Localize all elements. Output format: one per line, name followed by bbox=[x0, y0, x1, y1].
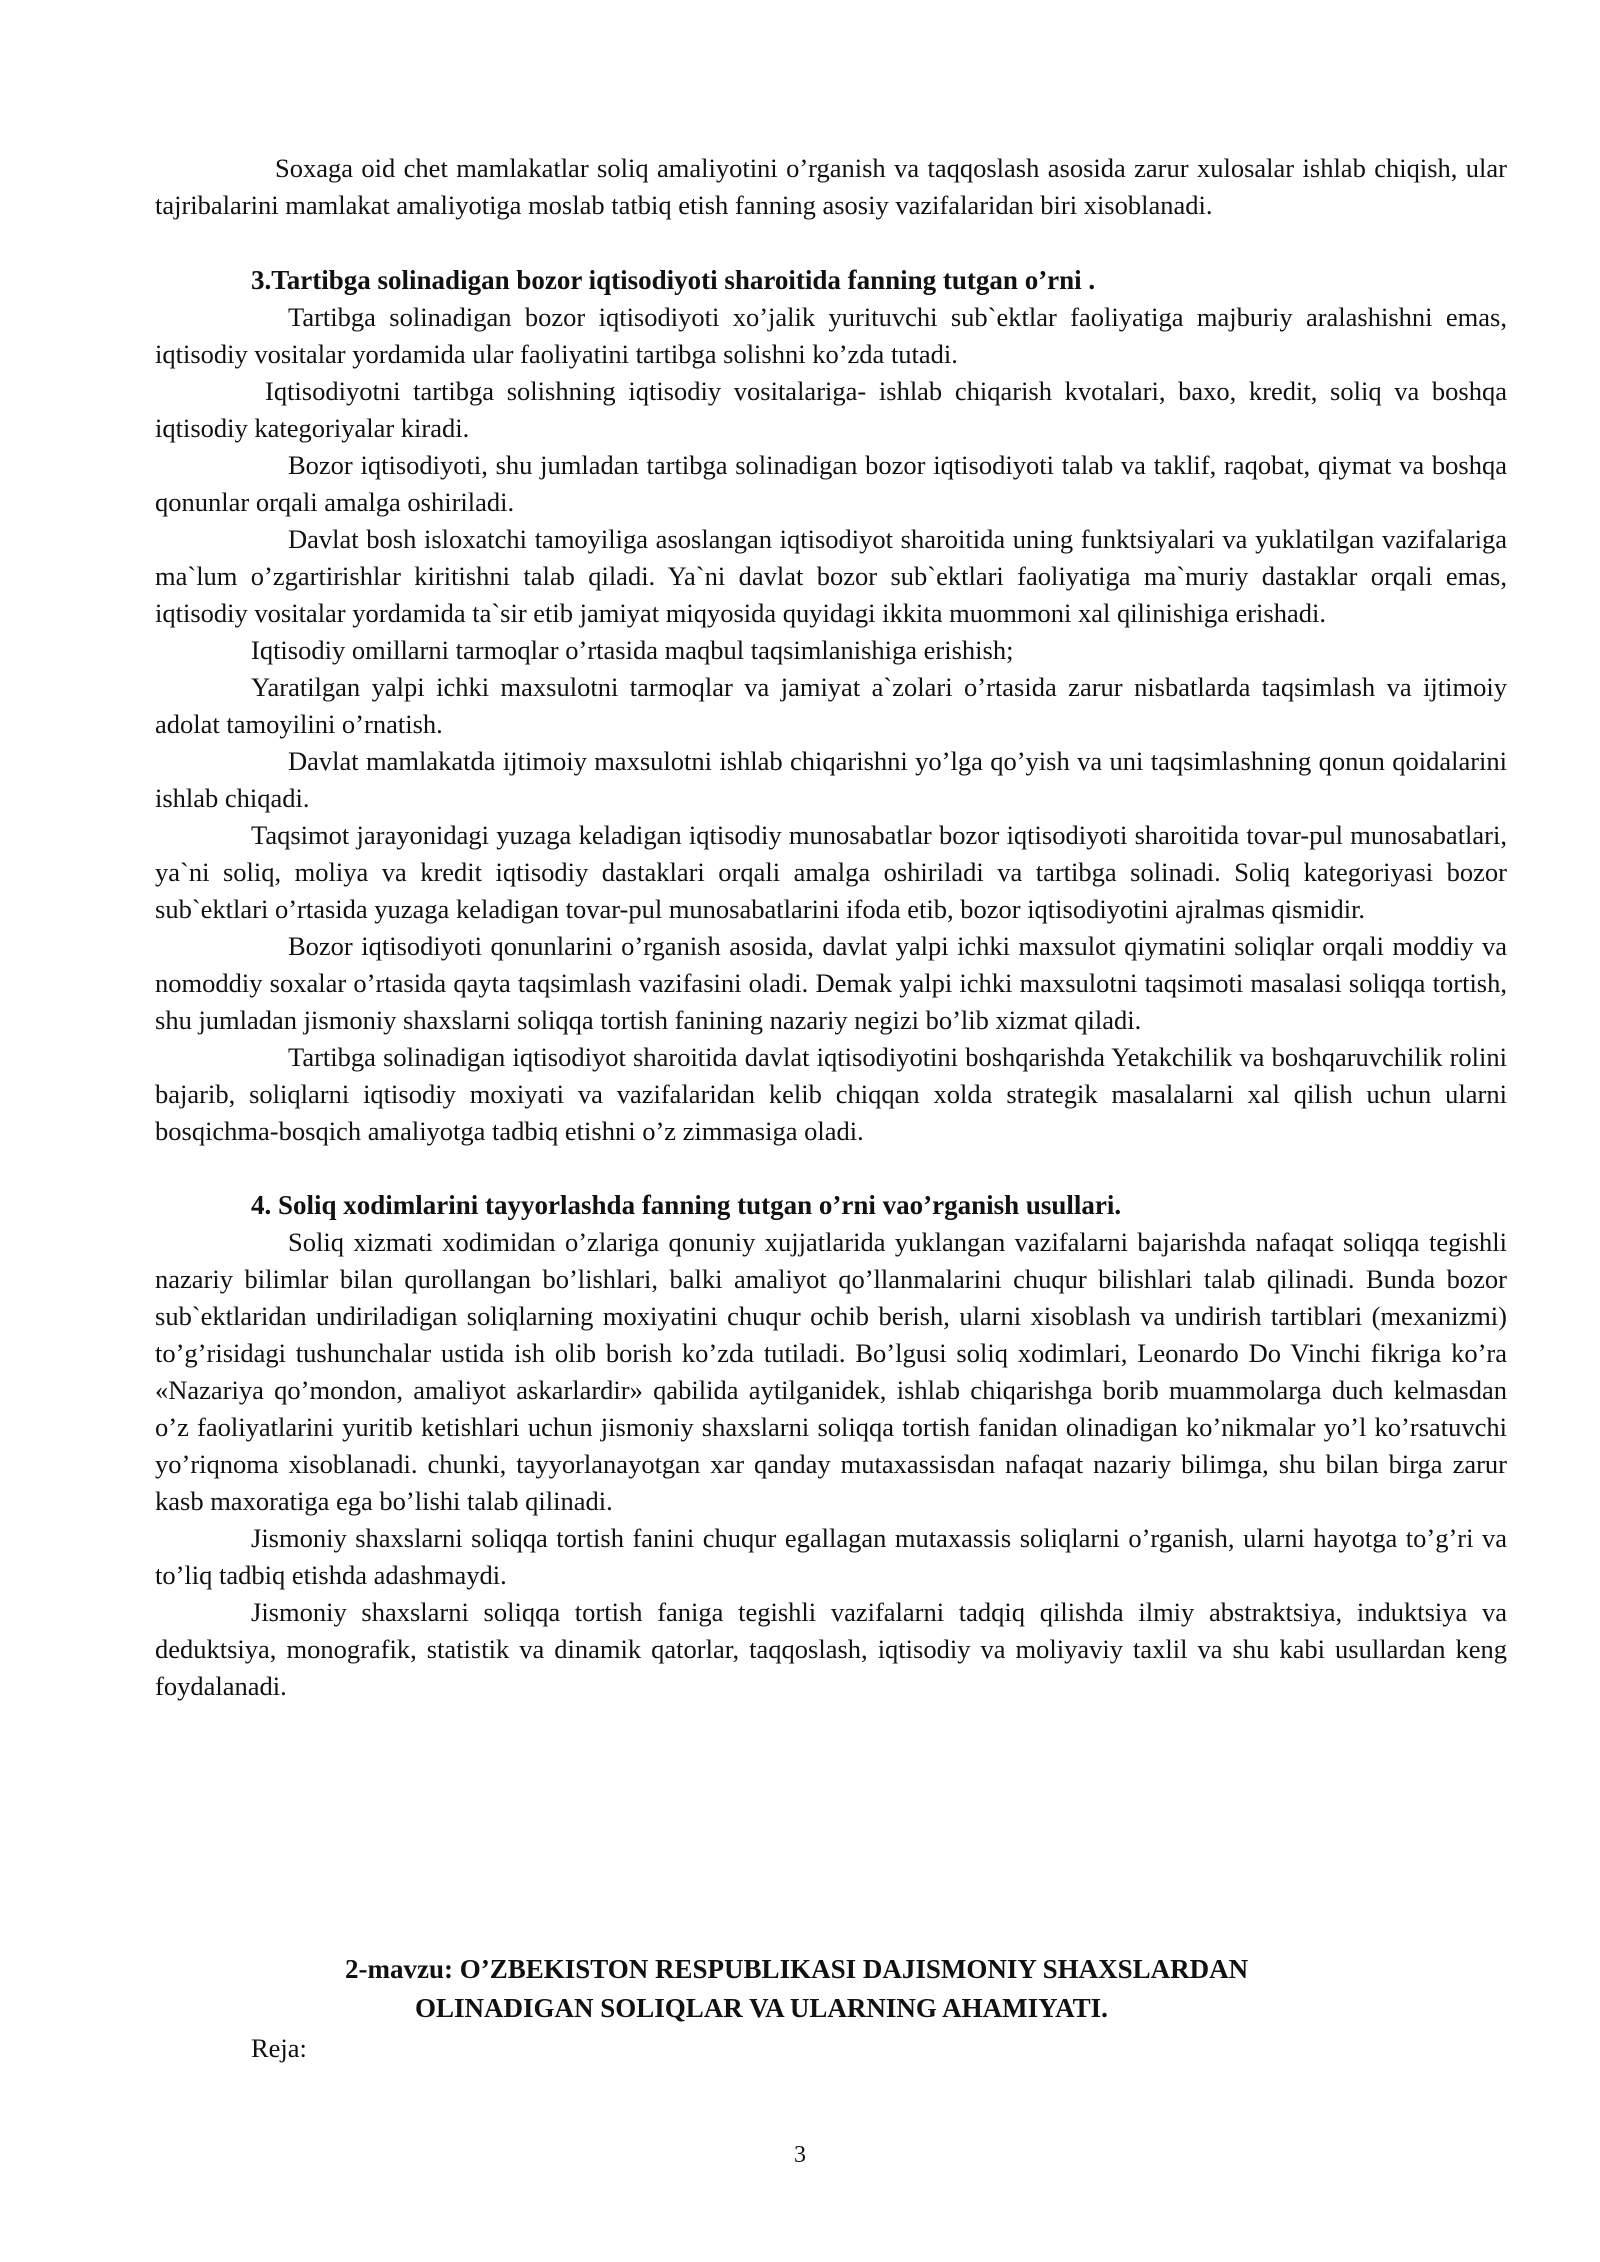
paragraph: Bozor iqtisodiyoti qonunlarini o’rganish asosida, davlat yalpi ichki maxsulot qiymatini soliqlar orqali moddiy va nomoddiy soxalar o’rtasida qayta taqsimlash vazifasini oladi. Demak yalpi ichki maxsulotni taqsimoti masalasi soliqqa tortish, shu jumladan jismoniy shaxslarni soliqqa tortish fanining nazariy negizi bo’lib xizmat qiladi. bbox=[155, 931, 1507, 1035]
plan-label: Reja: bbox=[251, 2033, 307, 2063]
paragraph: Tartibga solinadigan iqtisodiyot sharoitida davlat iqtisodiyotini boshqarishda Yetakchilik va boshqaruvchilik rolini bajarib, soliqlarni iqtisodiy moxiyati va vazifalaridan kelib chiqqan xolda strategik masalalarni xal qilish uchun ularni bosqichma-bosqich amaliyotga tadbiq etishni o’z zimmasiga oladi. bbox=[155, 1042, 1507, 1146]
paragraph: Tartibga solinadigan bozor iqtisodiyoti xo’jalik yurituvchi sub`ektlar faoliyatiga majburiy aralashishni emas, iqtisodiy vositalar yordamida ular faoliyatini tartibga solishni ko’zda tutadi. bbox=[155, 302, 1507, 369]
paragraph: Jismoniy shaxslarni soliqqa tortish faniga tegishli vazifalarni tadqiq qilishda ilmiy abstraktsiya, induktsiya va deduktsiya, monografik, statistik va dinamik qatorlar, taqqoslash, iqtisodiy va moliyaviy taxlil va shu kabi usullardan keng foydalanadi. bbox=[155, 1597, 1507, 1701]
paragraph: Jismoniy shaxslarni soliqqa tortish fanini chuqur egallagan mutaxassis soliqlarni o’rganish, ularni hayotga to’g’ri va to’liq tadbiq etishda adashmaydi. bbox=[155, 1523, 1507, 1590]
paragraph: Bozor iqtisodiyoti, shu jumladan tartibga solinadigan bozor iqtisodiyoti talab va taklif, raqobat, qiymat va boshqa qonunlar orqali amalga oshiriladi. bbox=[155, 450, 1507, 517]
paragraph: Davlat mamlakatda ijtimoiy maxsulotni ishlab chiqarishni yo’lga qo’yish va uni taqsimlashning qonun qoidalarini ishlab chiqadi. bbox=[155, 746, 1507, 813]
document-page bbox=[155, 150, 1507, 2063]
page-number: 3 bbox=[794, 2142, 806, 2168]
section-3-heading: 3.Tartibga solinadigan bozor iqtisodiyoti sharoitida fanning tutgan o’rni . bbox=[251, 265, 1096, 295]
paragraph: Davlat bosh isloxatchi tamoyiliga asoslangan iqtisodiyot sharoitida uning funktsiyalari va yuklatilgan vazifalariga ma`lum o’zgartirishlar kiritishni talab qiladi. Ya`ni davlat bozor sub`ektlari faoliyatiga ma`muriy dastaklar orqali emas, iqtisodiy vositalar yordamida ta`sir etib jamiyat miqyosida quyidagi ikkita muommoni xal qilinishiga erishadi. bbox=[155, 524, 1507, 628]
paragraph: Yaratilgan yalpi ichki maxsulotni tarmoqlar va jamiyat a`zolari o’rtasida zarur nisbatlarda taqsimlash va ijtimoiy adolat tamoyilini o’rnatish. bbox=[155, 672, 1507, 739]
paragraph: Soliq xizmati xodimidan o’zlariga qonuniy xujjatlarida yuklangan vazifalarni bajarishda nafaqat soliqqa tegishli nazariy bilimlar bilan qurollangan bo’lishlari, balki amaliyot qo’llanmalarini chuqur bilishlari talab qilinadi. Bunda bozor sub`ektlaridan undiriladigan soliqlarning moxiyatini chuqur ochib berish, ularni xisoblash va undirish tartiblari (mexanizmi) to’g’risidagi tushunchalar ustida ish olib borish ko’zda tutiladi. Bo’lgusi soliq xodimlari, Leonardo Do Vinchi fikriga ko’ra «Nazariya qo’mondon, amaliyot askarlardir» qabilida aytilganidek, ishlab chiqarishga borib muammolarga duch kelmasdan o’z faoliyatlarini yuritib ketishlari uchun jismoniy shaxslarni soliqqa tortish fanidan olinadigan ko’nikmalar yo’l ko’rsatuvchi yo’riqnoma xisoblanadi. chunki, tayyorlanayotgan xar qanday mutaxassisdan nafaqat nazariy bilimga, shu bilan birga zarur kasb maxoratiga ega bo’lishi talab qilinadi. bbox=[155, 1227, 1507, 1516]
paragraph: Iqtisodiy omillarni tarmoqlar o’rtasida maqbul taqsimlanishiga erishish; bbox=[251, 635, 1014, 665]
section-4-heading: 4. Soliq xodimlarini tayyorlashda fanning tutgan o’rni vao’rganish usullari. bbox=[251, 1190, 1122, 1220]
paragraph-intro: Soxaga oid chet mamlakatlar soliq amaliyotini o’rganish va taqqoslash asosida zarur xulosalar ishlab chiqish, ular tajribalarini mamlakat amaliyotiga moslab tatbiq etish fanning asosiy vazifalaridan biri xisoblanadi. bbox=[155, 153, 1507, 220]
topic-title-line-2: OLINADIGAN SOLIQLAR VA ULARNING AHAMIYATI. bbox=[415, 1993, 1108, 2023]
paragraph: Taqsimot jarayonidagi yuzaga keladigan iqtisodiy munosabatlar bozor iqtisodiyoti sharoitida tovar-pul munosabatlari, ya`ni soliq, moliya va kredit iqtisodiy dastaklari orqali amalga oshiriladi va tartibga solinadi. Soliq kategoriyasi bozor sub`ektlari o’rtasida yuzaga keladigan tovar-pul munosabatlarini ifoda etib, bozor iqtisodiyotini ajralmas qismidir. bbox=[155, 820, 1507, 924]
paragraph: Iqtisodiyotni tartibga solishning iqtisodiy vositalariga- ishlab chiqarish kvotalari, baxo, kredit, soliq va boshqa iqtisodiy kategoriyalar kiradi. bbox=[155, 376, 1507, 443]
topic-title-line-1: 2-mavzu: O’ZBEKISTON RESPUBLIKASI DAJISMONIY SHAXSLARDAN bbox=[345, 1954, 1249, 1984]
